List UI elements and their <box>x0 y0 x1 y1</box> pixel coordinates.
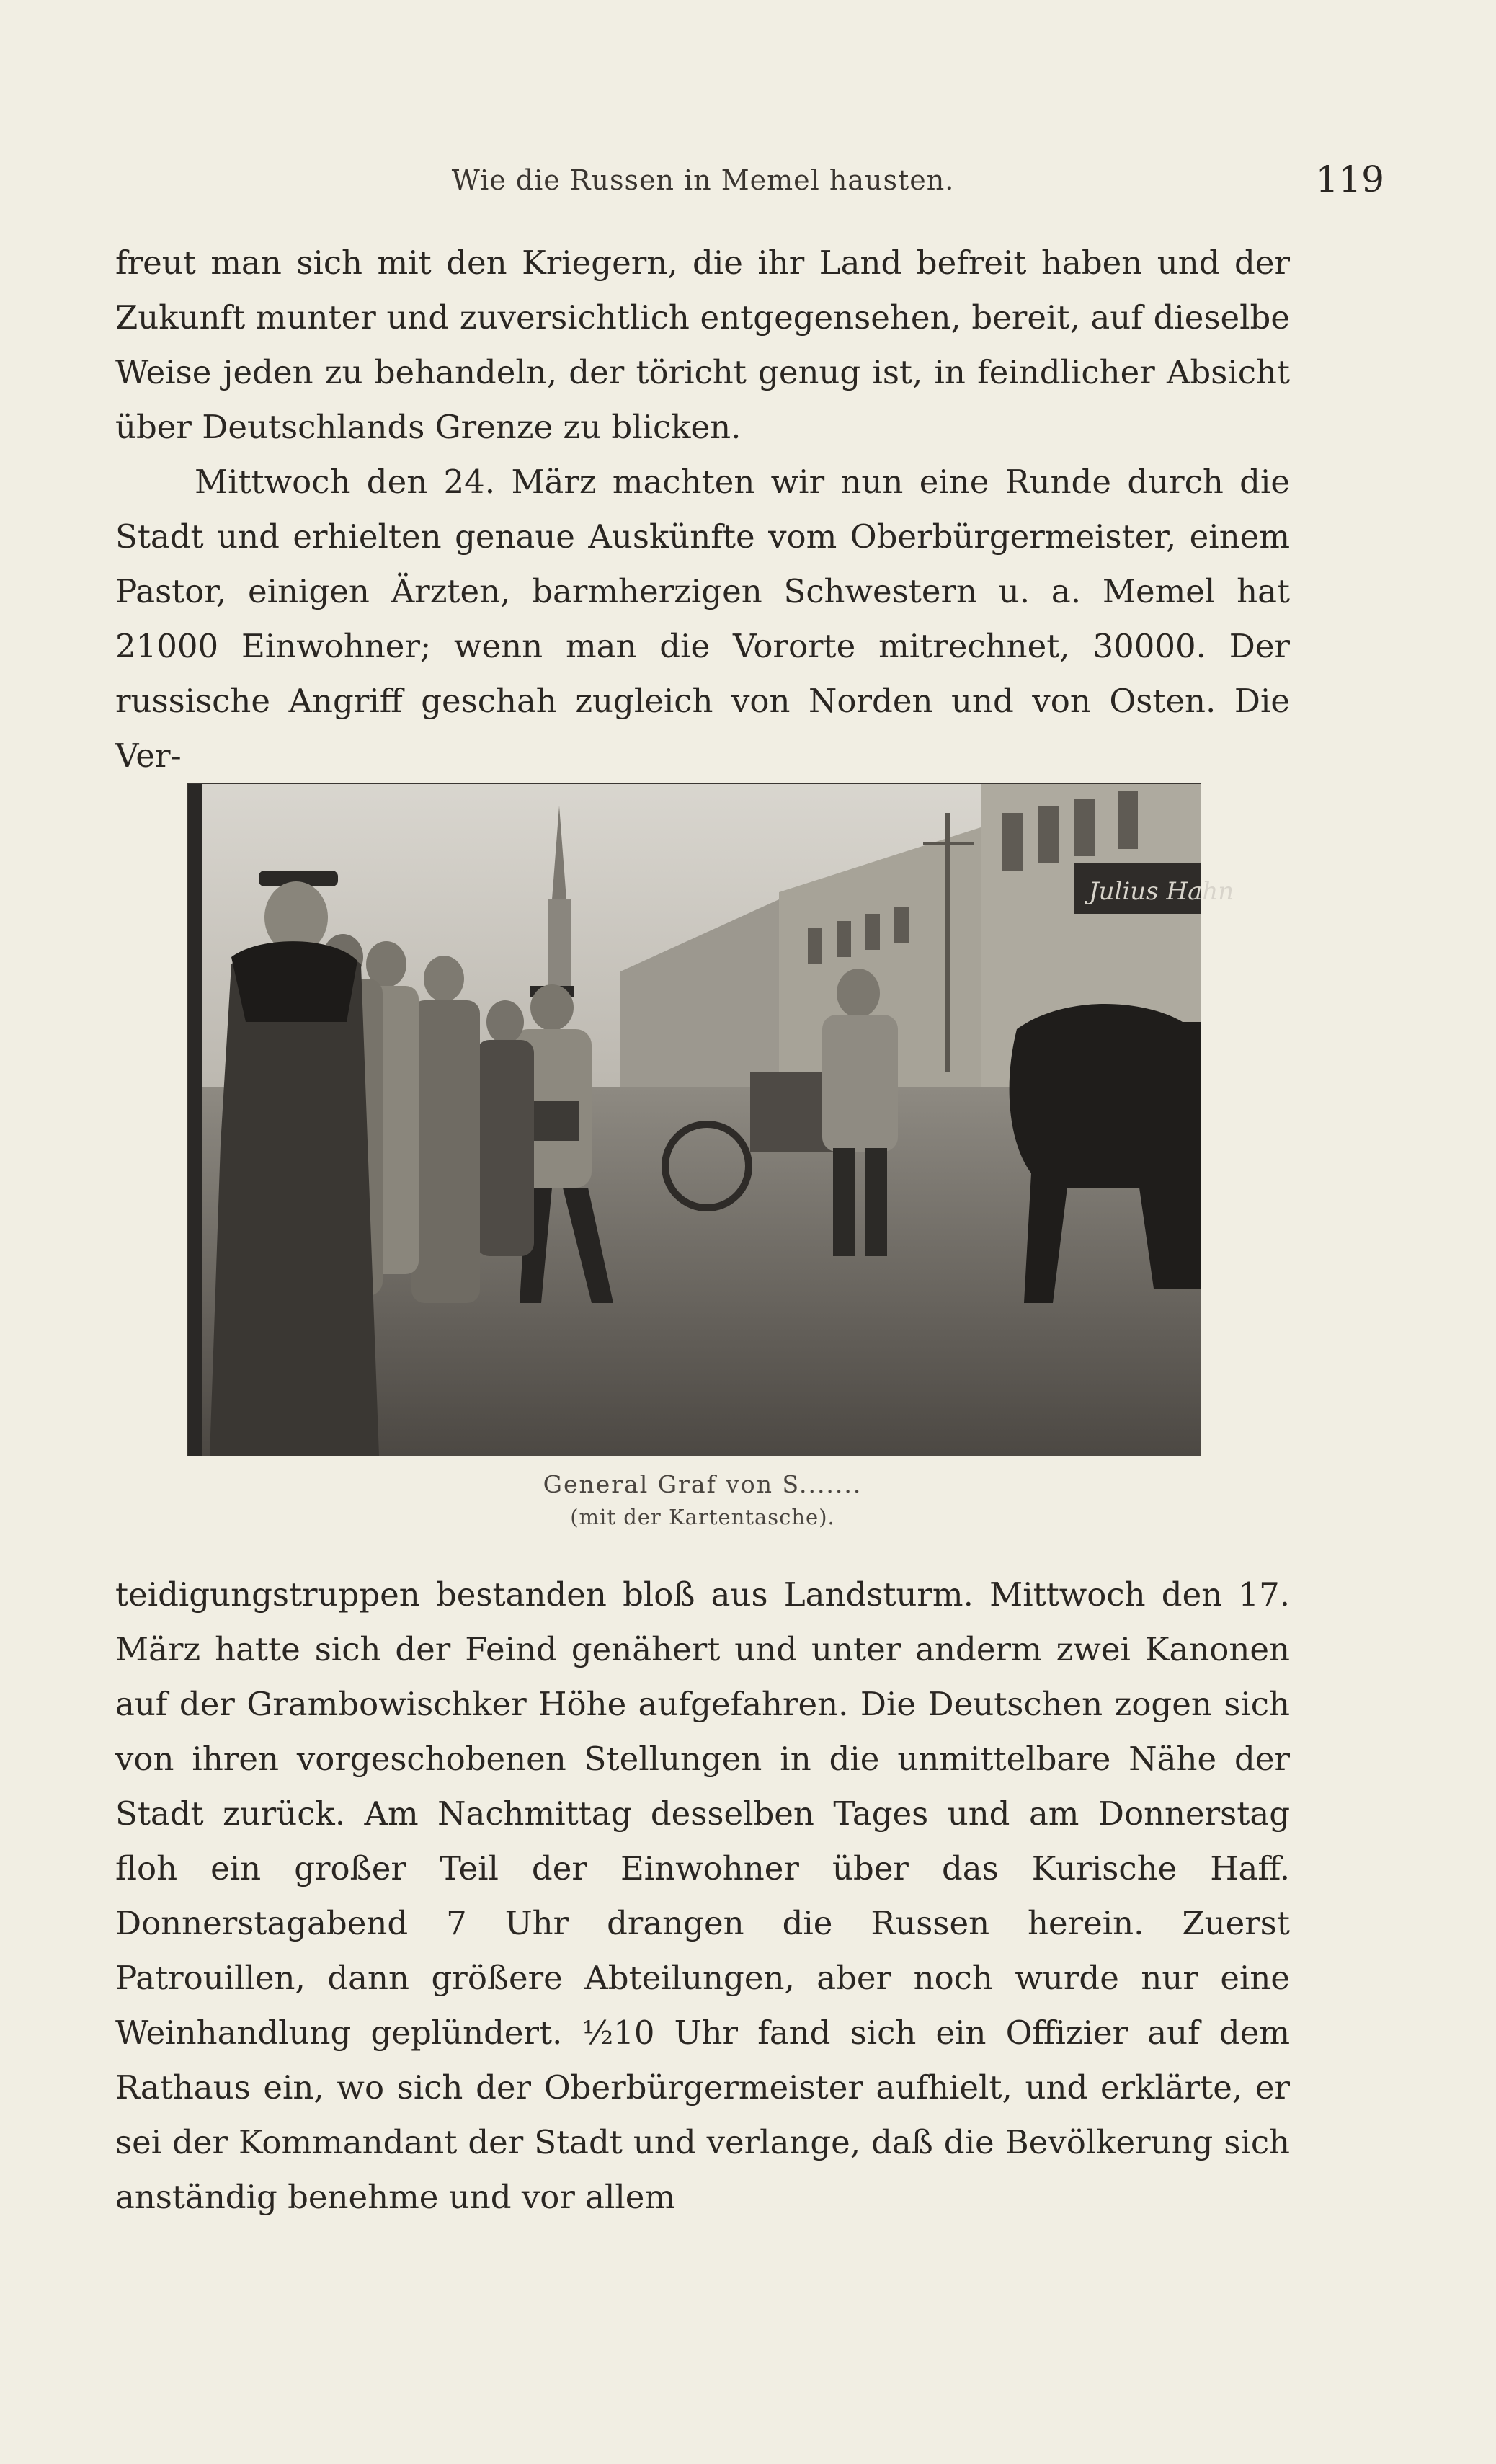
running-head <box>115 157 1384 208</box>
text-block-bottom <box>115 1567 1290 2225</box>
shop-sign: Julius Hahn <box>1089 877 1234 906</box>
photograph <box>187 783 1234 1456</box>
paragraph: teidigungstruppen bestanden bloß aus Landsturm. Mittwoch den 17. März hatte sich der Feind genähert und unter anderm zwei Kanonen auf der Grambowischker Höhe aufgefahren. Die Deutschen zogen sich von ihren vorgeschobenen Stellungen in die unmittelbare Nähe der Stadt zurück. Am Nachmittag desselben Tages und am Donnerstag floh ein großer Teil der Einwohner über das Kurische Haff. Donnerstagabend 7 Uhr drangen die Russen herein. Zuerst Patrouillen, dann größere Abteilungen, aber noch wurde nur eine Weinhandlung geplündert. ½10 Uhr fand sich ein Offizier auf dem Rathaus ein, wo sich der Oberbürgermeister aufhielt, und erklärte, er sei der Kommandant der Stadt und verlange, daß die Bevölkerung sich anständig benehme und vor allem <box>115 1575 1290 2216</box>
paragraph: freut man sich mit den Kriegern, die ihr Land befreit haben und der Zukunft munter und zuversichtlich entgegensehen, bereit, auf dieselbe Weise jeden zu behandeln, der töricht genug ist, in feindlicher Absicht über Deutschlands Grenze zu blicken. <box>115 244 1290 446</box>
figure-caption-line1: General Graf von S....... <box>543 1470 863 1498</box>
foreground-officer <box>210 871 379 1456</box>
running-title: Wie die Russen in Memel hausten. <box>451 164 955 196</box>
figure-caption-line2: (mit der Kartentasche). <box>570 1505 835 1529</box>
page-number: 119 <box>1315 159 1384 200</box>
street-scene-photo <box>188 784 1234 1456</box>
map-case <box>534 1101 579 1141</box>
greatcoat <box>210 947 379 1456</box>
text-block-top <box>115 236 1290 783</box>
paragraph: Mittwoch den 24. März machten wir nun eine Runde durch die Stadt und erhielten genaue Auskünfte vom Oberbürgermeister, einem Pastor, einigen Ärzten, barmherzigen Schwestern u. a. Memel hat 21000 Einwohner; wenn man die Vororte mitrechnet, 30000. Der russische Angriff geschah zugleich von Norden und von Osten. Die Ver- <box>115 463 1290 775</box>
